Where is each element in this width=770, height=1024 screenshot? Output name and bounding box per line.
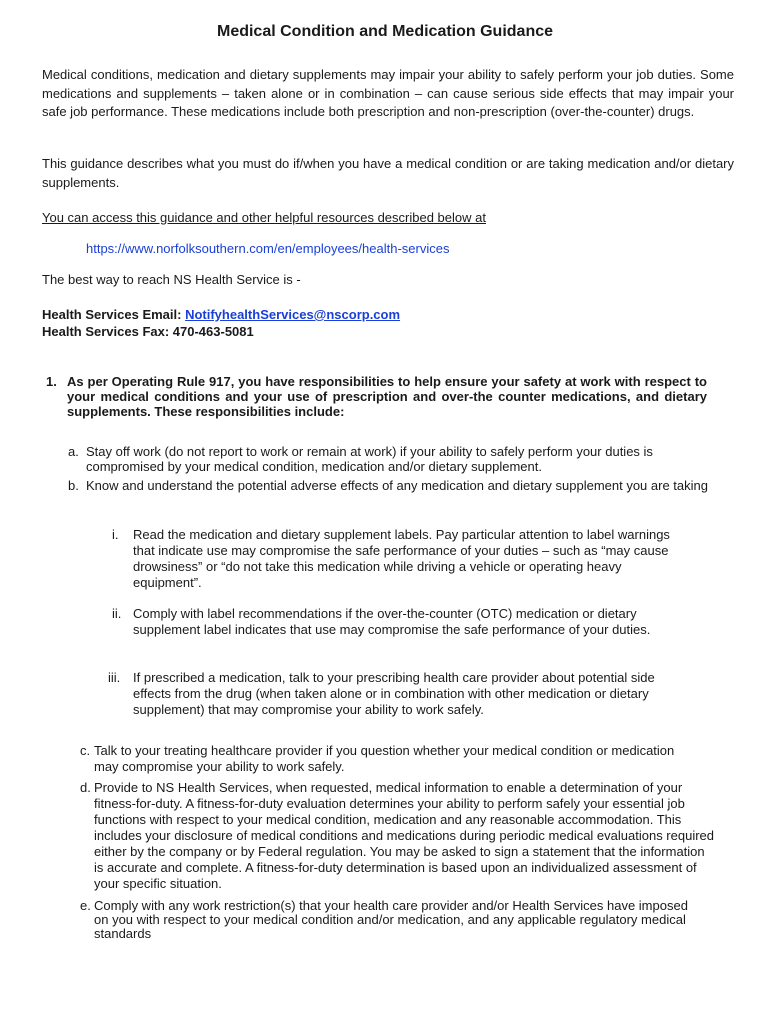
resources-text: You can access this guidance and other helpful resources described below at <box>42 210 486 225</box>
health-services-link[interactable]: https://www.norfolksouthern.com/en/employees/health-services <box>86 241 450 256</box>
list-label: iii. <box>108 670 121 685</box>
email-link[interactable]: NotifyhealthServices@nscorp.com <box>185 307 401 322</box>
list-text: As per Operating Rule 917, you have responsibilities to help ensure your safety at work with respect to your medical conditions and your use of prescription and over-the counter medications, and dietary supplements. These responsibilities include: <box>67 374 707 419</box>
list-text: If prescribed a medication, talk to your prescribing health care provider about potential side effects from the drug (when taken alone or in combination with other medication or dietary supplement) that may compromise your ability to work safely. <box>133 670 655 717</box>
list-label: e. <box>80 898 91 913</box>
list-number: 1. <box>46 374 57 389</box>
reach-text: The best way to reach NS Health Service is - <box>42 272 301 287</box>
list-label: d. <box>80 780 91 795</box>
intro-paragraph: Medical conditions, medication and dietary supplements may impair your ability to safely perform your job duties. Some medications and supplements – taken alone or in combination – can cause serious side effects that may impair your safe job performance. These medications include both prescription and non-prescription (over-the-counter) drugs. <box>42 67 734 119</box>
list-text: Stay off work (do not report to work or remain at work) if your ability to safely perform your duties is compromised by your medical condition, medication and/or dietary supplement. <box>86 444 653 474</box>
guidance-paragraph: This guidance describes what you must do if/when you have a medical condition or are taking medication and/or dietary supplements. <box>42 156 734 190</box>
list-text: Talk to your treating healthcare provider if you question whether your medical condition or medication may compromise your ability to work safely. <box>94 743 675 774</box>
list-text: Comply with any work restriction(s) that your health care provider and/or Health Services have imposed on you with respect to your medical condition and/or medication, and any applicable regulatory medical standards <box>94 898 688 941</box>
list-label: ii. <box>112 606 122 621</box>
page-title: Medical Condition and Medication Guidance <box>216 23 554 40</box>
list-label: a. <box>68 444 79 459</box>
fax-line: Health Services Fax: 470-463-5081 <box>42 324 254 339</box>
list-text: Read the medication and dietary supplement labels. Pay particular attention to label warnings that indicate use may compromise the safe performance of your duties – such as “may cause drowsiness” or “do not take this medication while driving a vehicle or operating heavy equipment”. <box>133 527 670 590</box>
list-text: Know and understand the potential adverse effects of any medication and dietary supplement you are taking <box>86 478 708 493</box>
list-label: b. <box>68 478 79 493</box>
list-label: i. <box>112 527 119 542</box>
email-line <box>42 306 734 325</box>
list-text: Provide to NS Health Services, when requested, medical information to enable a determination of your fitness-for-duty. A fitness-for-duty evaluation determines your ability to perform safely your essential job functions with respect to your medical condition, medication and any reasonable accommodation. This includes your disclosure of medical conditions and medications during periodic medical evaluations required either by the company or by Federal regulation. You may be asked to sign a statement that the information is accurate and complete. A fitness-for-duty determination is based upon an individualized assessment of your specific situation. <box>94 780 715 891</box>
email-label: Health Services Email: <box>42 307 186 322</box>
list-label: c. <box>80 743 91 758</box>
list-text: Comply with label recommendations if the over-the-counter (OTC) medication or dietary supplement label indicates that use may compromise the safe performance of your duties. <box>133 606 651 637</box>
